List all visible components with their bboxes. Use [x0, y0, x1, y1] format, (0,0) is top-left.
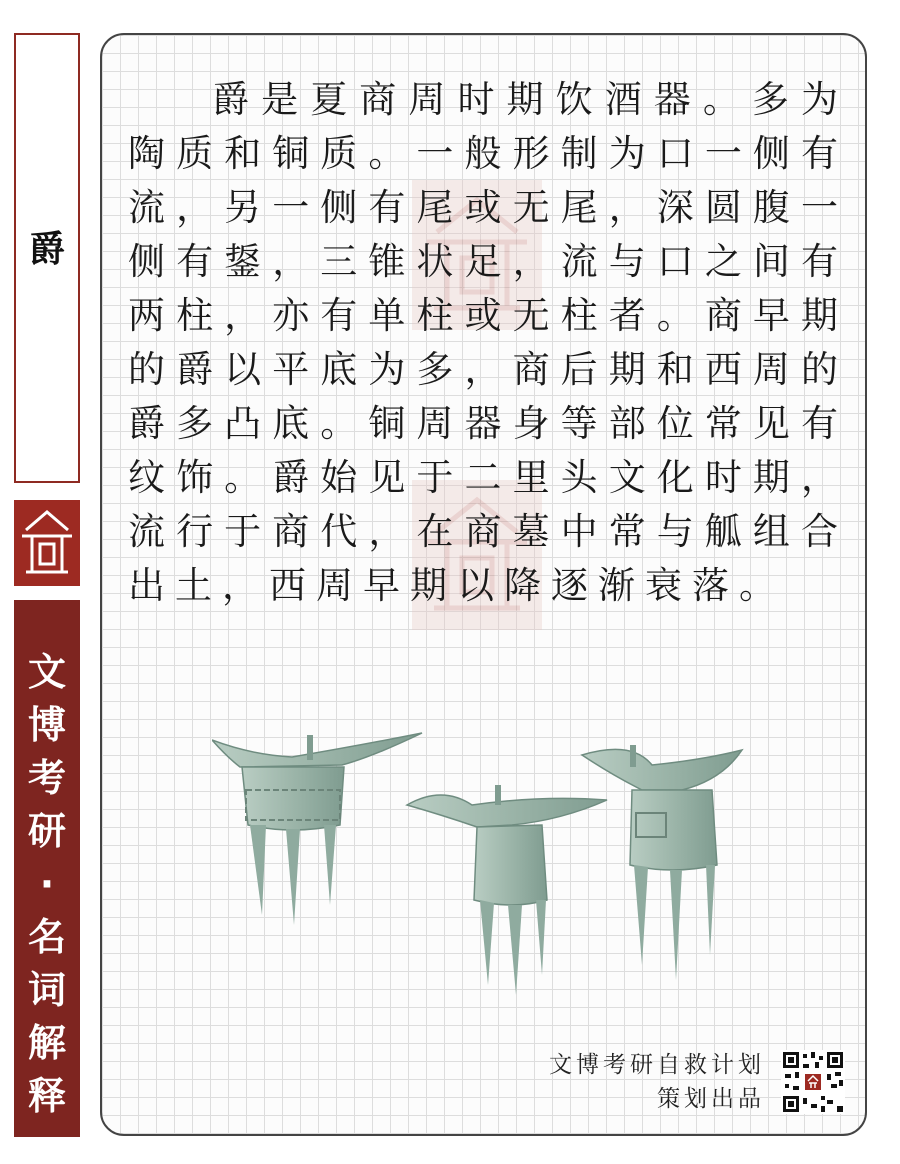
- banner-char: 博: [27, 703, 66, 747]
- definition-paragraph: [128, 73, 848, 613]
- series-banner: [14, 600, 80, 1137]
- banner-char: 文: [27, 650, 66, 694]
- bronze-jue-vessel-image: [212, 695, 772, 1005]
- content-card: [100, 33, 867, 1136]
- term-title: 爵: [28, 229, 65, 270]
- credit-line-2: 策划出品: [657, 1086, 765, 1112]
- credit-block: [549, 1048, 765, 1116]
- term-title-box: [14, 33, 80, 483]
- jue-vessel-right: [582, 745, 742, 980]
- seal-icon: [14, 500, 80, 586]
- banner-char: 名: [27, 915, 66, 959]
- banner-char: 解: [27, 1021, 66, 1065]
- jue-vessel-middle: [407, 785, 607, 995]
- banner-char: 释: [27, 1074, 66, 1118]
- banner-char: 词: [27, 968, 66, 1012]
- definition-text: 爵是夏商周时期饮酒器。多为陶质和铜质。一般形制为口一侧有流，另一侧有尾或无尾，深圆腹一侧有鋬，三锥状足，流与口之间有两柱，亦有单柱或无柱者。商早期的爵以平底为多，商后期和西周的爵多凸底。铜周器身等部位常见有纹饰。爵始见于二里头文化时期，流行于商代，在商墓中常与觚组合出土，西周早期以降逐渐衰落。: [128, 78, 848, 607]
- qr-code-icon: [781, 1050, 845, 1114]
- banner-char: ·: [39, 862, 55, 906]
- jue-vessel-left: [212, 733, 422, 925]
- banner-char: 考: [27, 756, 66, 800]
- banner-char: 研: [27, 809, 66, 853]
- credit-line-1: 文博考研自救计划: [549, 1052, 765, 1078]
